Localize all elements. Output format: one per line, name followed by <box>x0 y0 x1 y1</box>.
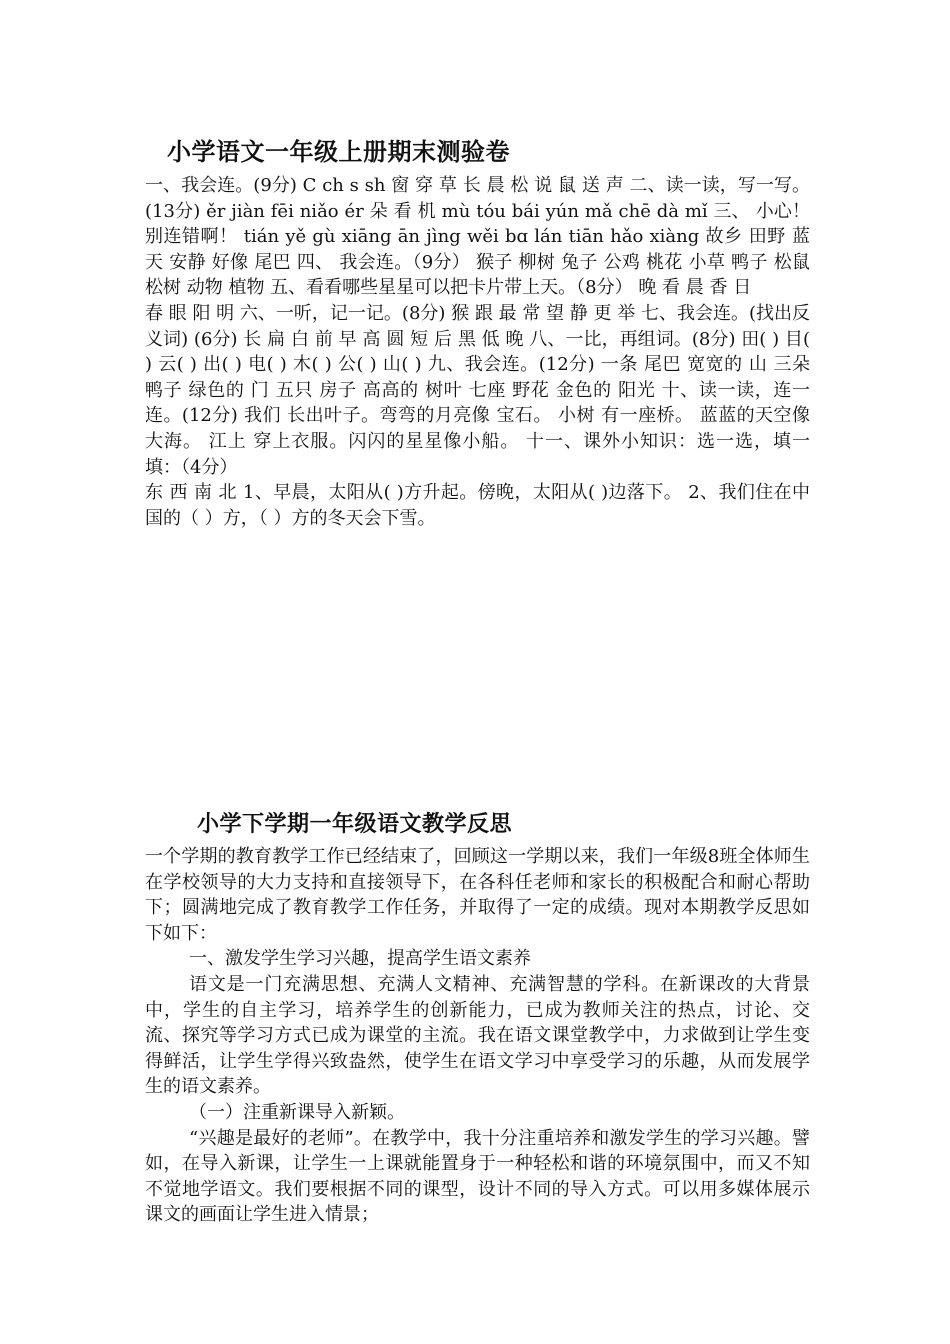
exam-title: 小学语文一年级上册期末测验卷 <box>167 137 510 166</box>
reflection-title: 小学下学期一年级语文教学反思 <box>197 811 513 837</box>
reflection-subheading: （一）注重新课导入新颖。 <box>189 1101 405 1123</box>
reflection-paragraph: 一个学期的教育教学工作已经结束了，回顾这一学期以来，我们一年级8班全体师生在学校领导的大力支持和直接领导下，在各科任老师和家长的积极配合和耐心帮助下；圆满地完成了教育教学工作任务，并取得了一定的成绩。现对本期教学反思如下如下： <box>145 846 810 944</box>
reflection-section <box>145 808 810 1228</box>
reflection-paragraph: 语文是一门充满思想、充满人文精神、充满智慧的学科。在新课改的大背景中，学生的自主学习，培养学生的创新能力，已成为教师关注的热点，讨论、交流、探究等学习方式已成为课堂的主流。我在语文课堂教学中，力求做到让学生变得鲜活，让学生学得兴致盎然，使学生在语文学习中享受学习的乐趣，从而发展学生的语文素养。 <box>145 973 810 1098</box>
reflection-paragraph: “兴趣是最好的老师”。在教学中，我十分注重培养和激发学生的学习兴趣。譬如，在导入新课，让学生一上课就能置身于一种轻松和谐的环境氛围中，而又不知不觉地学语文。我们要根据不同的课型，设计不同的导入方式。可以用多媒体展示课文的画面让学生进入情景； <box>145 1127 810 1226</box>
exam-body: 一、我会连。(9分) C ch s sh 窗 穿 草 长 晨 松 说 鼠 送 声 二、读一读，写一写。(13分) ěr jiàn fēi niǎo ér 朵 看 机 mù tóu bái yún mǎ chē dà mǐ 三、 小心！别连错啊！ tián yě gù xiāng ān jìng wěi bɑ lán tiān hǎo xiàng 故乡 田野 蓝天 安静 好像 尾巴 四、 我会连。（9分） 猴子 柳树 兔子 公鸡 桃花 小草 鸭子 松鼠 松树 动物 植物 五、看看哪些星星可以把卡片带上天。（8分） 晚 看 晨 香 日 春 眼 阳 明 六、一听，记一记。(8分) 猴 跟 最 常 望 静 更 举 七、我会连。(找出反义词) (6分) 长 扁 白 前 早 高 圆 短 后 黑 低 晚 八、一比，再组词。(8分) 田( ) 目( ) 云( ) 出( ) 电( ) 木( ) 公( ) 山( ) 九、我会连。(12分) 一条 尾巴 宽宽的 山 三朵 鸭子 绿色的 门 五只 房子 高高的 树叶 七座 野花 金色的 阳光 十、读一读，连一连。(12分) 我们 长出叶子。弯弯的月亮像 宝石。 小树 有一座桥。 蓝蓝的天空像 大海。 江上 穿上衣服。闪闪的星星像小船。 十一、课外小知识：选一选，填一填：（4分） 东 西 南 北 1、早晨，太阳从( )方升起。傍晚，太阳从( )边落下。 2、我们住在中国的（ ）方，（ ）方的冬天会下雪。 <box>145 175 810 529</box>
exam-section <box>145 135 810 531</box>
reflection-heading: 一、激发学生学习兴趣，提高学生语文素养 <box>189 948 531 970</box>
